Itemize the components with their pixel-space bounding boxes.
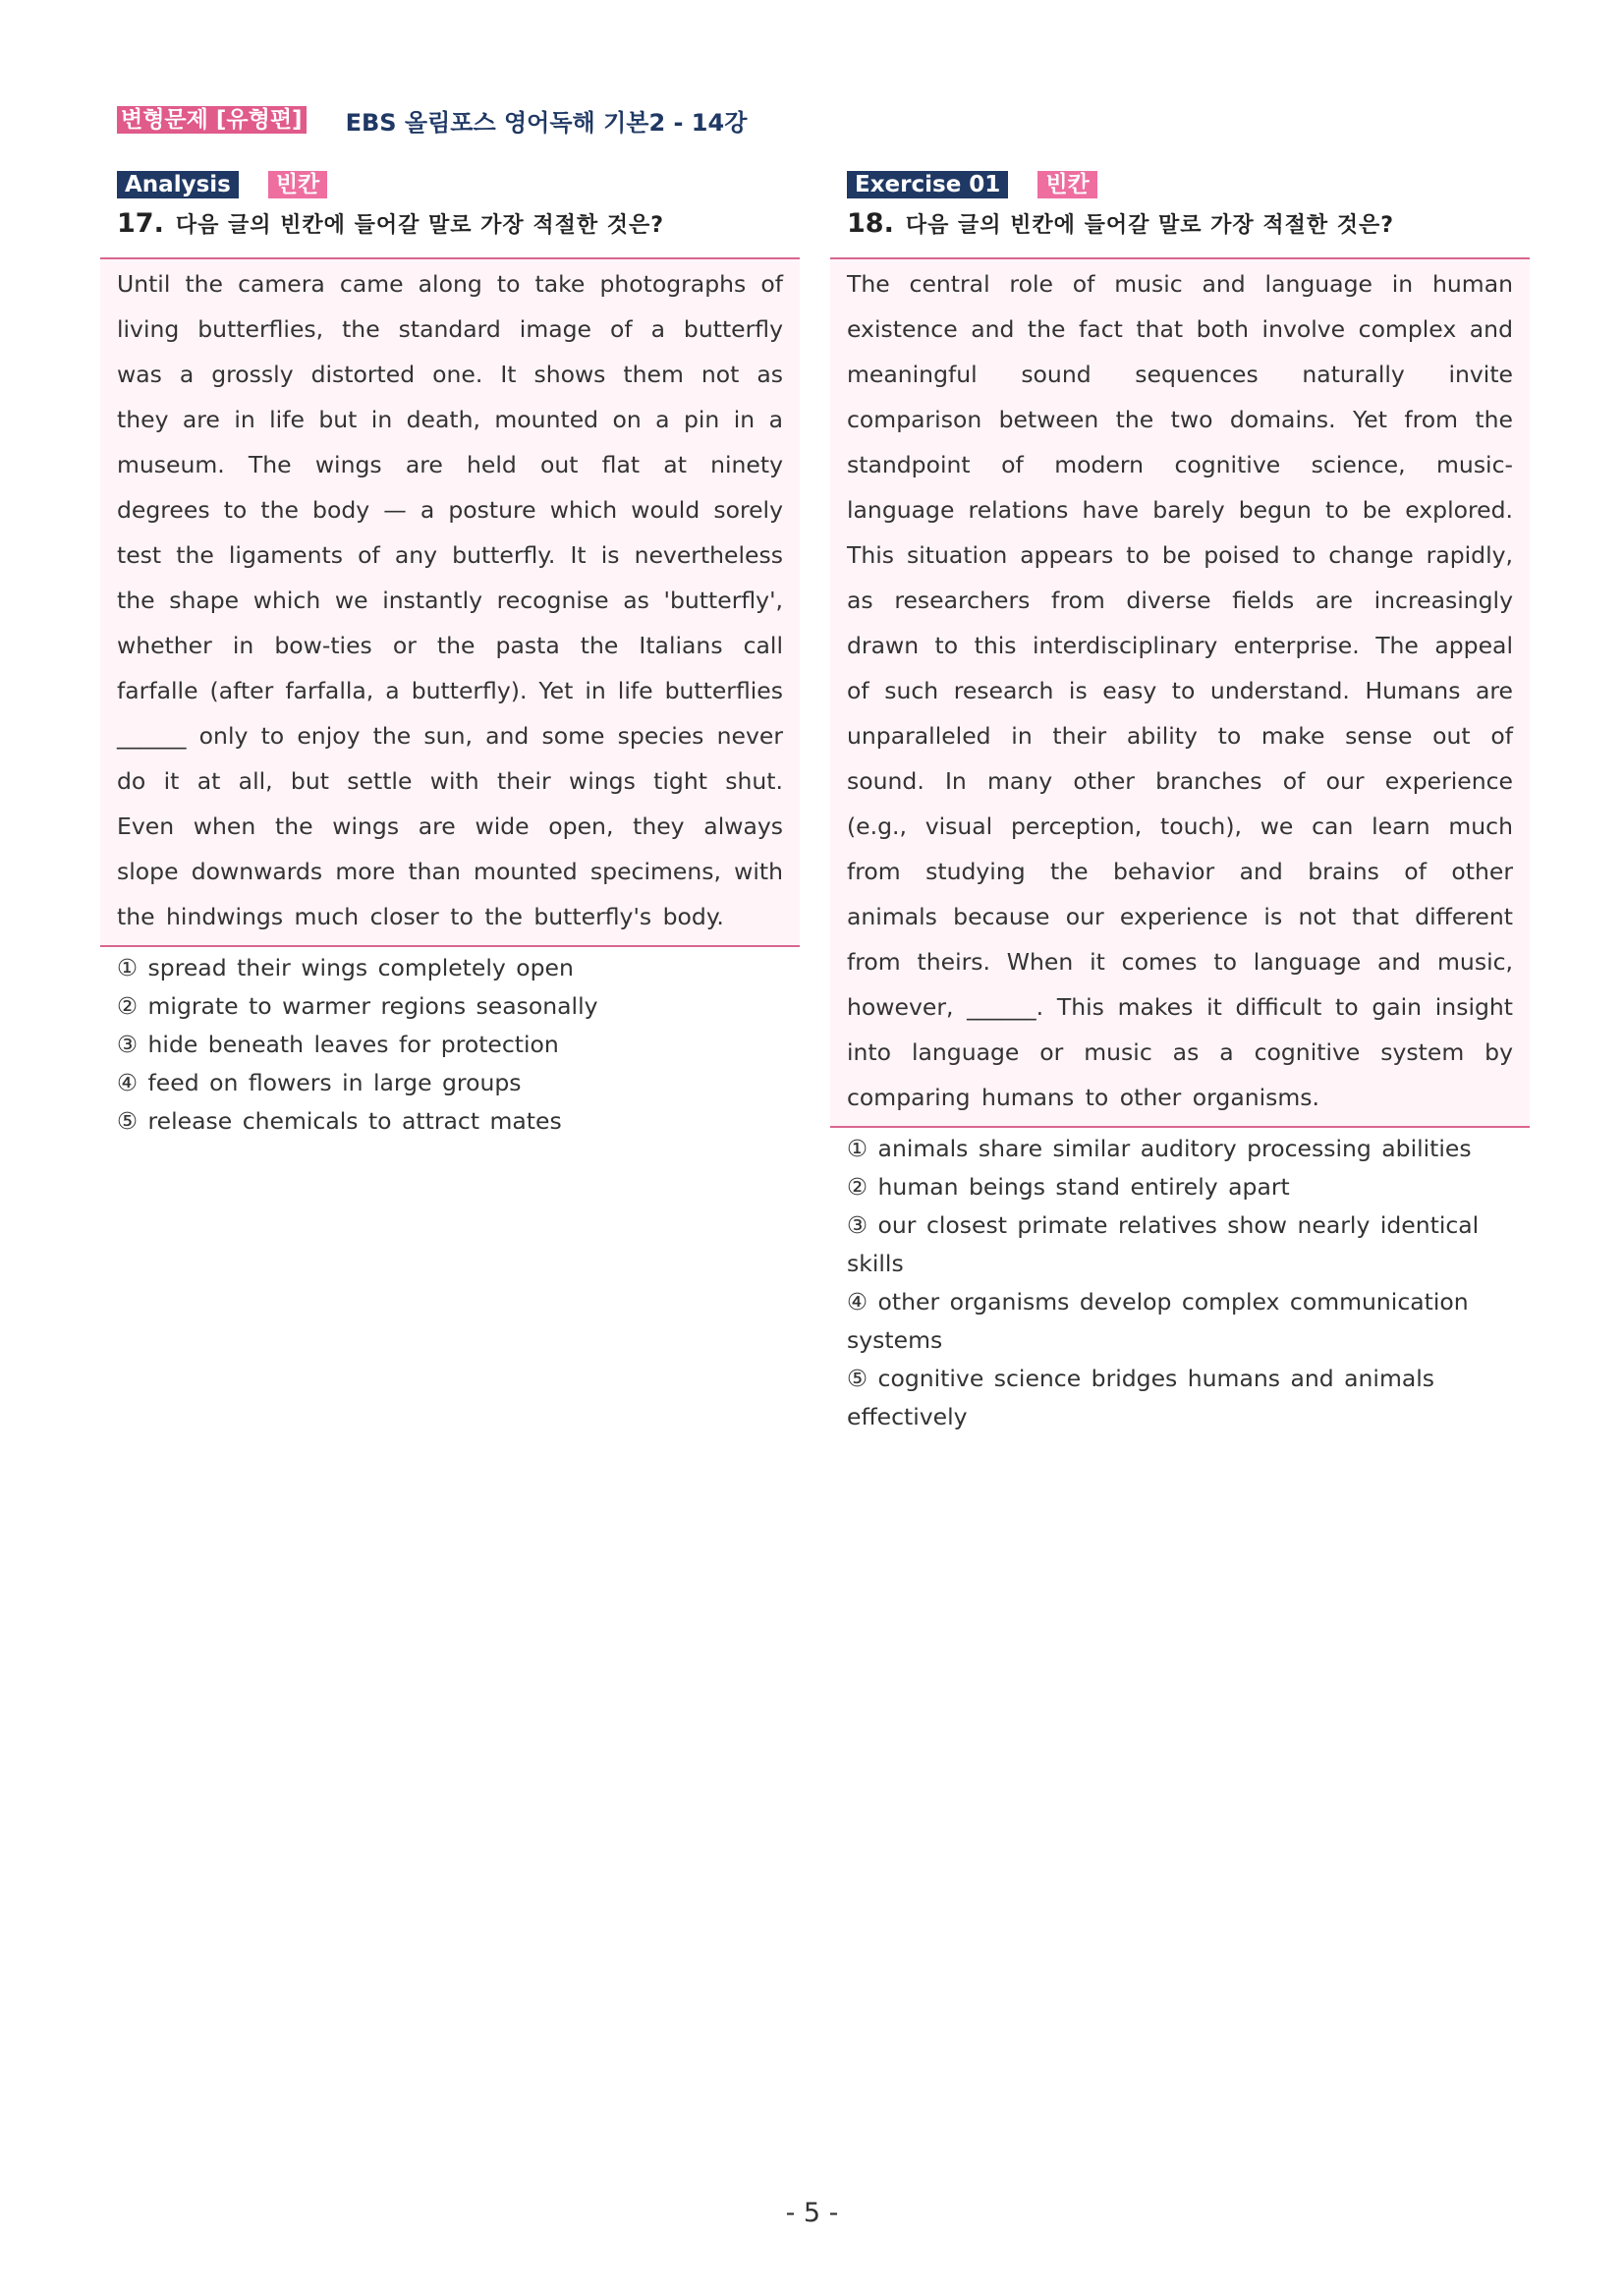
page-number: - 5 - [785,2198,839,2228]
right-column [830,171,1530,1436]
right-choices [830,1130,1530,1436]
left-labels [117,171,800,198]
right-choice-5: ⑤ cognitive science bridges humans and animals effectively [847,1365,1435,1430]
right-choice-3: ③ our closest primate relatives show nearly identical skills [847,1211,1480,1277]
type-tag: 변형문제 [유형편] [117,106,307,134]
right-question-text: 다음 글의 빈칸에 들어갈 말로 가장 적절한 것은? [905,213,1395,238]
right-labels [847,171,1530,198]
right-choice-2: ② human beings stand entirely apart [847,1173,1290,1201]
left-question-text: 다음 글의 빈칸에 들어갈 말로 가장 적절한 것은? [175,213,665,238]
left-choice-1: ① spread their wings completely open [117,954,574,981]
header-title: EBS 올림포스 영어독해 기본2 - 14강 [345,108,748,137]
left-choice-5: ⑤ release chemicals to attract mates [117,1107,562,1135]
right-choice-1: ① animals share similar auditory processing abilities [847,1135,1472,1162]
right-category-label: 빈칸 [1037,171,1096,198]
left-passage: Until the camera came along to take photographs of living butterflies, the standard image of a butterfly was a grossly distorted one. It shows them not as they are in life but in death, mounted on a pin in a museum. The wings are held out flat at ninety degrees to the body — a posture which would sorely test the ligaments of any butterfly. It is nevertheless the shape which we instantly recognise as 'butterfly', whether in bow-ties or the pasta the Italians call farfalle (after farfalla, a butterfly). Yet in life butterflies ______ only to enjoy the sun, and some species never do it at all, but settle with their wings tight shut. Even when the wings are wide open, they always slope downwards more than mounted specimens, with the hindwings much closer to the butterfly's body. [100,257,800,947]
right-passage: The central role of music and language in human existence and the fact that both involve complex and meaningful sound sequences naturally invite comparison between the two domains. Yet from the standpoint of modern cognitive science, music-language relations have barely begun to be explored. This situation appears to be poised to change rapidly, as researchers from diverse fields are increasingly drawn to this interdisciplinary enterprise. The appeal of such research is easy to understand. Humans are unparalleled in their ability to make sense out of sound. In many other branches of our experience (e.g., visual perception, touch), we can learn much from studying the behavior and brains of other animals because our experience is not that different from theirs. When it comes to language and music, however, ______. This makes it difficult to gain insight into language or music as a cognitive system by comparing humans to other organisms. [830,257,1530,1128]
exercise-label: Exercise 01 [847,171,1008,198]
left-question-number: 17. [117,208,164,239]
left-choice-4: ④ feed on flowers in large groups [117,1069,522,1096]
left-column [100,171,800,1141]
analysis-label: Analysis [117,171,239,198]
left-question [117,208,800,244]
left-category-label: 빈칸 [268,171,327,198]
right-question [847,208,1530,244]
right-question-number: 18. [847,208,894,239]
right-choice-4: ④ other organisms develop complex communication systems [847,1288,1469,1354]
page-header [117,104,747,136]
left-choices [100,949,800,1141]
left-choice-2: ② migrate to warmer regions seasonally [117,992,598,1020]
left-choice-3: ③ hide beneath leaves for protection [117,1031,559,1058]
